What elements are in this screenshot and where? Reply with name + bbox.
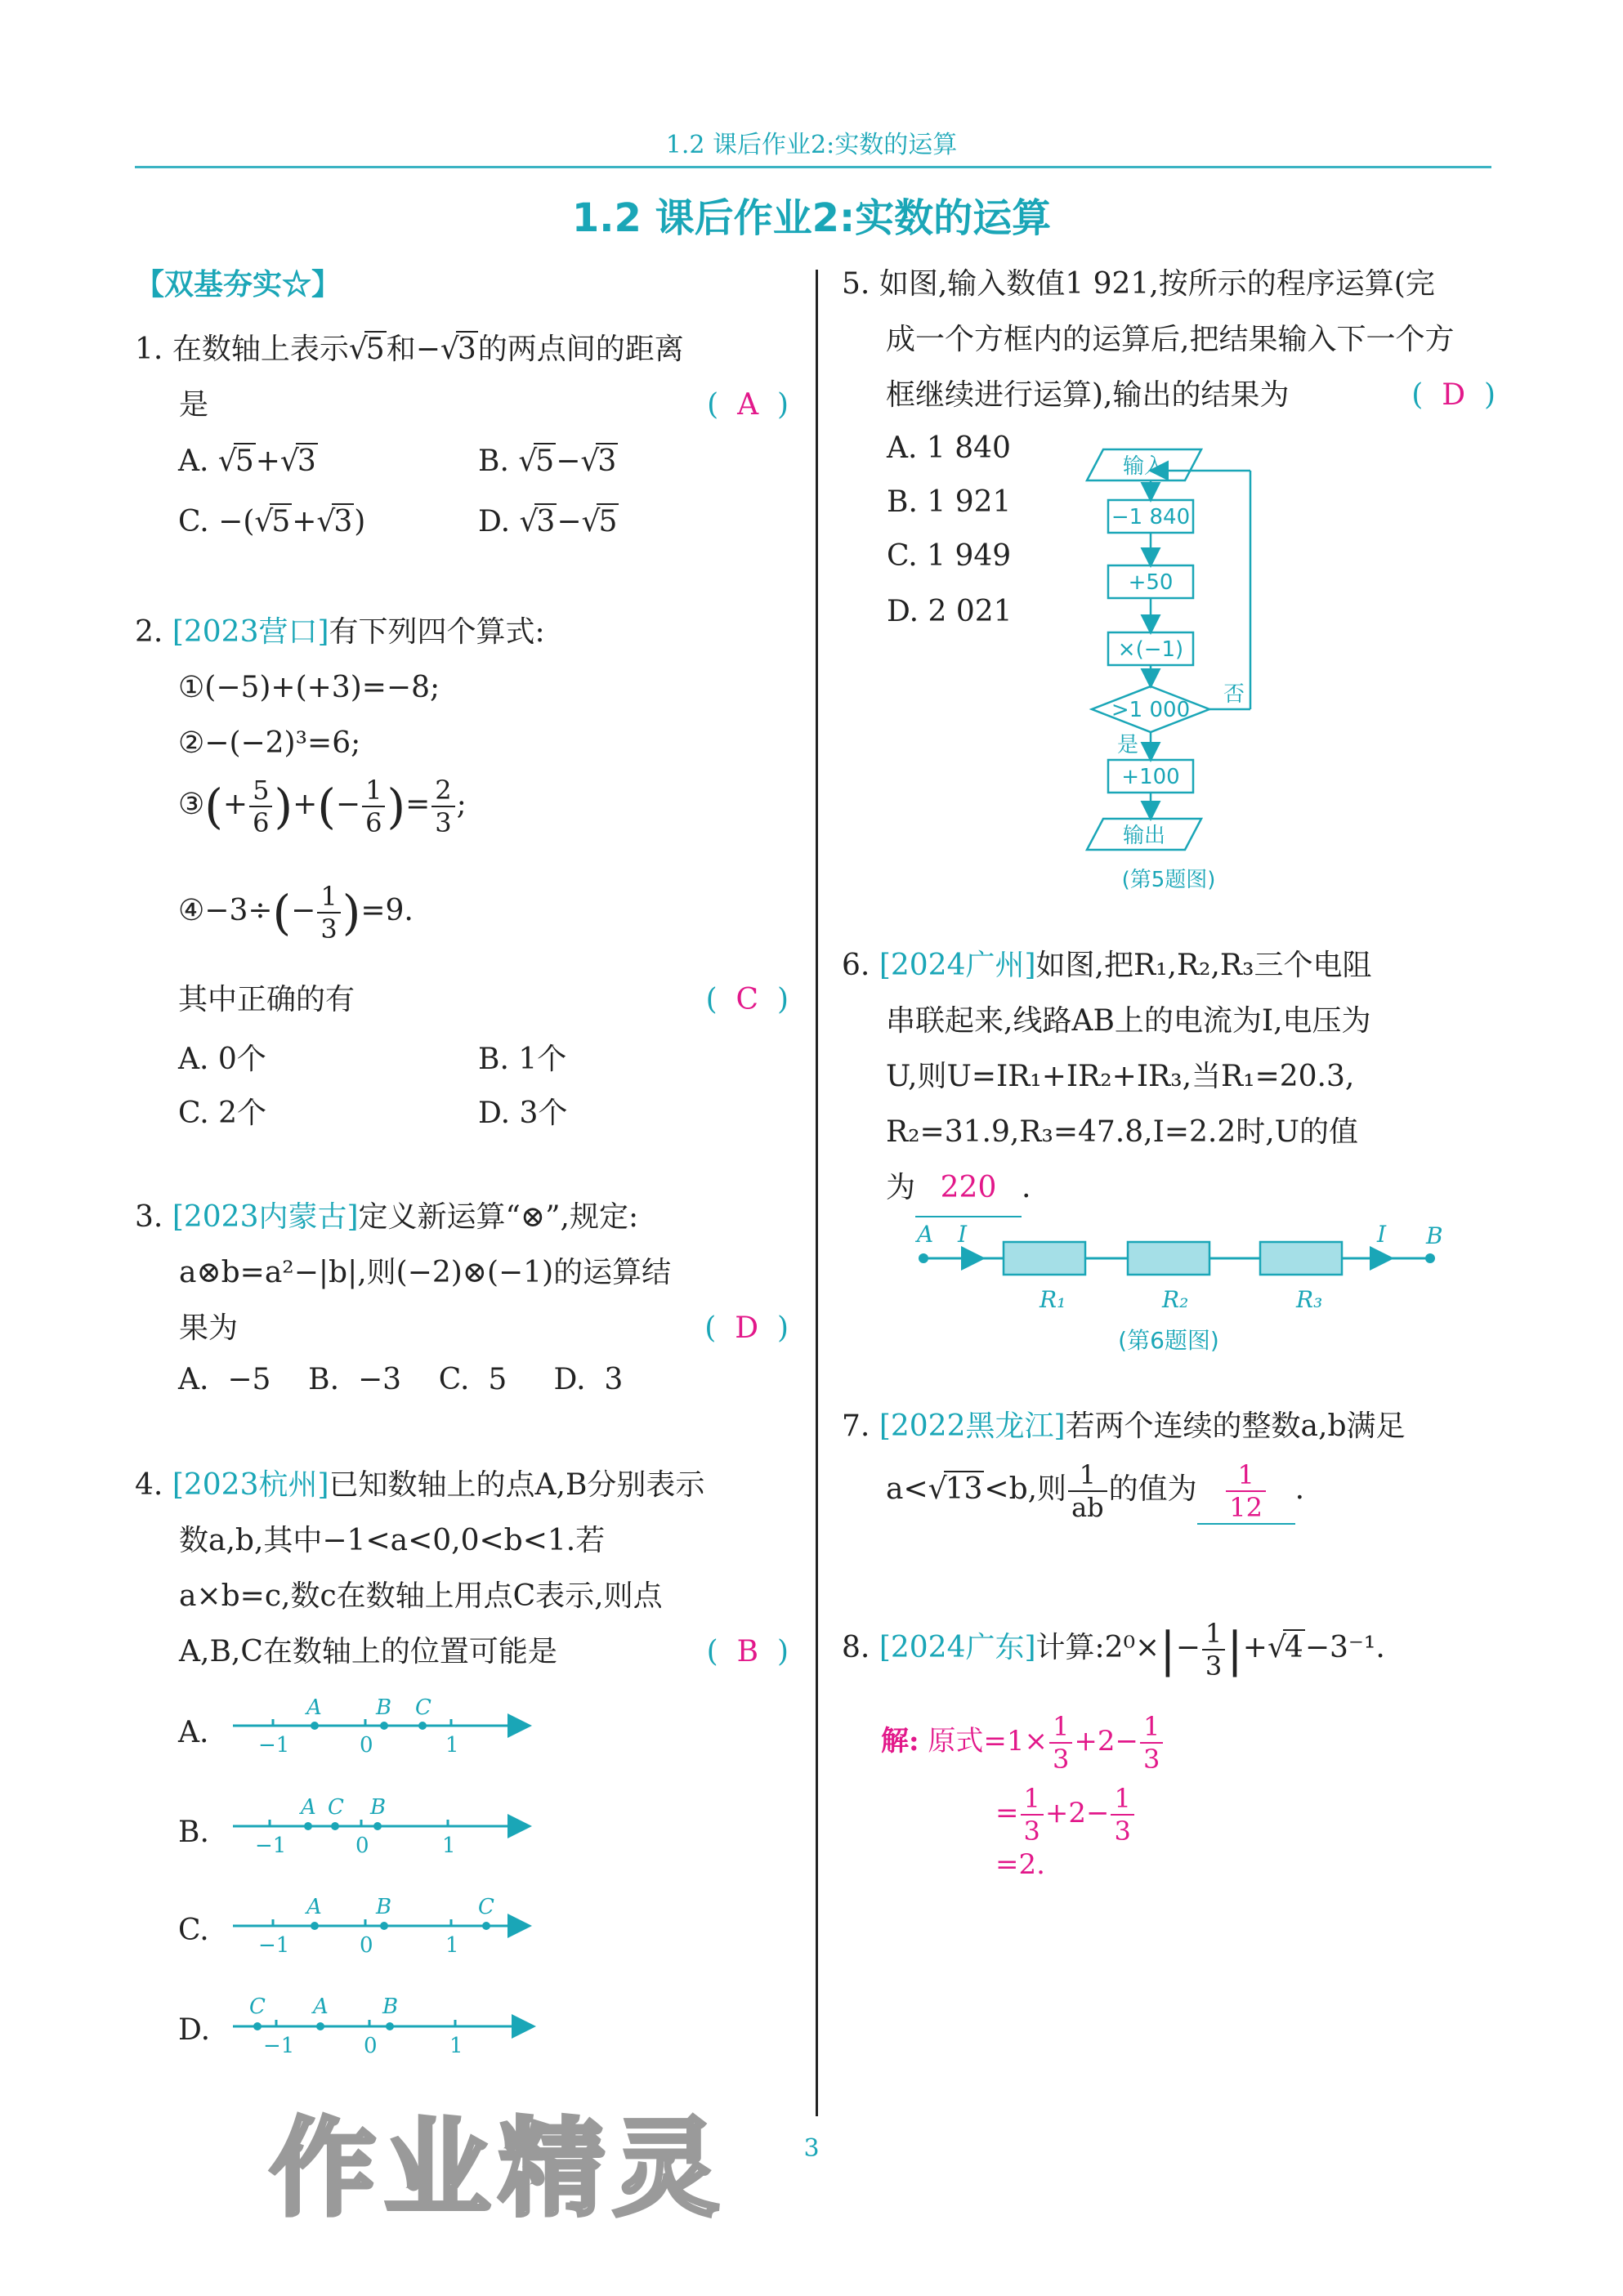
flow-step-3-label: ×(−1) (1117, 637, 1184, 662)
section-label: 【双基夯实☆】 (135, 267, 342, 302)
flow-input-label: 输入 (1122, 454, 1166, 479)
label-a: A (917, 1221, 934, 1248)
resistor-r1 (1004, 1242, 1085, 1275)
question-2: 2. [2023营口]有下列四个算式: (135, 615, 545, 649)
q4-option-c: C. (178, 1914, 209, 1947)
point-c-label: C (415, 1695, 431, 1720)
number-line-b (233, 1795, 527, 1858)
tick-label: −1 (258, 1933, 290, 1958)
point-c-label: C (478, 1895, 494, 1919)
question-4: 4. [2023杭州]已知数轴上的点A,B分别表示 数a,b,其中−1<a<0,0<b<1.若 a×b=c,数c在数轴上用点C表示,则点 A,B,C在数轴上的位置可能是 ( B ) (135, 1468, 789, 1668)
q1-option-c: C. −(√5+√3) (178, 505, 366, 538)
figure-6-caption: (第6题图) (1118, 1327, 1219, 1354)
tick-label: −1 (263, 2034, 295, 2058)
point-a-label: A (301, 1795, 316, 1820)
solution-line-1: 解: 原式=1× $\frac{1}{3}$ +2− $\frac{1}{3}$ (881, 1711, 1165, 1775)
flow-output-label: 输出 (1122, 824, 1166, 848)
point-b-label: B (370, 1795, 387, 1820)
flow-step-2-label: +50 (1128, 570, 1174, 595)
number-line-a (233, 1695, 527, 1758)
point-b-label: B (382, 1994, 399, 2019)
tick-label: 1 (445, 1933, 459, 1958)
figure-5-caption: (第5题图) (1121, 868, 1216, 892)
q5-option-c: C. 1 949 (887, 539, 1012, 573)
number-line-d (233, 1994, 531, 2058)
solution-line-3: =2. (995, 1848, 1045, 1881)
point-c-label: C (328, 1795, 344, 1820)
flow-decision-label: >1 000 (1111, 698, 1191, 722)
tick-label: 1 (449, 2034, 463, 2058)
tick-label: 0 (360, 1733, 373, 1758)
question-7: 7. [2022黑龙江]若两个连续的整数a,b满足 (842, 1409, 1406, 1443)
flow-yes-label: 是 (1116, 733, 1139, 757)
q1-option-d: D. √3−√5 (478, 505, 618, 538)
page-number: 3 (803, 2134, 820, 2163)
terminal-b (1425, 1253, 1435, 1263)
page-title: 1.2 课后作业2:实数的运算 (571, 195, 1052, 241)
q4-option-d: D. (178, 2013, 211, 2047)
flow-step-1-label: −1 840 (1111, 505, 1191, 529)
flow-step-4-label: +100 (1121, 765, 1180, 789)
q7-line-2: a<√13<b,则 $\frac{1}{ab}$ 的值为 $\frac{1}{12}$ . (886, 1459, 1305, 1523)
label-r3: R₃ (1296, 1286, 1323, 1313)
circuit-diagram (899, 1209, 1471, 1365)
tick-label: 0 (355, 1834, 369, 1858)
q5-option-d: D. 2 021 (887, 595, 1013, 628)
tick-label: −1 (258, 1733, 290, 1758)
watermark-logo: 作业精灵 (270, 2106, 728, 2231)
q2-expr-4: ④−3÷(− $\frac{1}{3}$ )=9. (178, 881, 414, 945)
answer-5: D (1442, 378, 1466, 412)
question-5: 5. 如图,输入数值1 921,按所示的程序运算(完 成一个方框内的运算后,把结果输入下一个方 框继续进行运算),输出的结果为 ( D ) (842, 267, 1496, 412)
point-a-label: A (313, 1994, 329, 2019)
q1-option-a: A. √5+√3 (178, 444, 316, 478)
tick-label: 0 (360, 1933, 373, 1958)
q5-option-b: B. 1 921 (887, 485, 1012, 519)
number-lines (229, 1683, 556, 2141)
column-divider (816, 270, 818, 2116)
tick-label: −1 (255, 1834, 287, 1858)
solution-line-2: = $\frac{1}{3}$ +2− $\frac{1}{3}$ (995, 1783, 1136, 1847)
point-b-label: B (376, 1895, 392, 1919)
q1-option-b: B. √5−√3 (478, 444, 617, 478)
answer-7: $\frac{1}{12}$ (1226, 1459, 1266, 1523)
q2-option-c: C. 2个 (178, 1097, 267, 1130)
q3-options: A. −5 B. −3 C. 5 D. 3 (178, 1363, 624, 1396)
question-6: 6. [2024广州]如图,把R₁,R₂,R₃三个电阻 串联起来,线路AB上的电流为I,电压为 U,则U=IR₁+IR₂+IR₃,当R₁=20.3, R₂=31.9,R₃=47.8,I=2.2时,U的值 为 220 . (842, 938, 1496, 1217)
resistor-r2 (1128, 1242, 1209, 1275)
q2-expr-2: ②−(−2)³=6; (178, 726, 361, 760)
tick-label: 1 (445, 1733, 459, 1758)
number-line-c (233, 1895, 527, 1958)
answer-6: 220 (915, 1160, 1022, 1217)
label-r2: R₂ (1162, 1286, 1189, 1313)
question-8: 8. [2024广东]计算:2⁰×|− $\frac{1}{3}$ |+√4−3⁻¹. (842, 1618, 1385, 1682)
answer-2: C (735, 983, 759, 1016)
q4-option-b: B. (178, 1816, 209, 1849)
answer-4: B (736, 1635, 759, 1668)
tick-label: 1 (442, 1834, 456, 1858)
q2-option-a: A. 0个 (178, 1043, 266, 1076)
point-b-label: B (376, 1695, 392, 1720)
q2-option-d: D. 3个 (478, 1097, 568, 1130)
q2-option-b: B. 1个 (478, 1043, 567, 1076)
label-b: B (1426, 1222, 1443, 1249)
answer-3: D (735, 1311, 759, 1345)
label-i-right: I (1377, 1221, 1387, 1248)
point-a-label: A (306, 1695, 322, 1720)
q2-expr-1: ①(−5)+(+3)=−8; (178, 671, 440, 704)
label-r1: R₁ (1040, 1286, 1066, 1313)
q4-option-a: A. (178, 1716, 209, 1749)
tick-label: 0 (364, 2034, 378, 2058)
question-3: 3. [2023内蒙古]定义新运算“⊗”,规定: a⊗b=a²−|b|,则(−2)⊗(−1)的运算结 果为 ( D ) (135, 1200, 789, 1345)
q2-prompt: 其中正确的有 ( C ) (178, 983, 789, 1016)
flowchart (1079, 409, 1324, 899)
label-i-left: I (958, 1221, 968, 1248)
terminal-a (919, 1253, 928, 1263)
running-header: 1.2 课后作业2:实数的运算 (665, 131, 958, 159)
flow-no-label: 否 (1223, 682, 1245, 707)
header-rule (135, 166, 1491, 168)
answer-1: A (737, 388, 759, 422)
point-c-label: C (249, 1994, 266, 2019)
question-1: 1. 在数轴上表示√5和−√3的两点间的距离 是 ( A ) (135, 333, 789, 422)
q5-option-a: A. 1 840 (887, 431, 1011, 465)
q2-expr-3: ③(+ $\frac{5}{6}$ )+(− $\frac{1}{6}$ )= $\frac{2}{3}$ ; (178, 775, 467, 838)
resistor-r3 (1260, 1242, 1342, 1275)
point-a-label: A (306, 1895, 322, 1919)
